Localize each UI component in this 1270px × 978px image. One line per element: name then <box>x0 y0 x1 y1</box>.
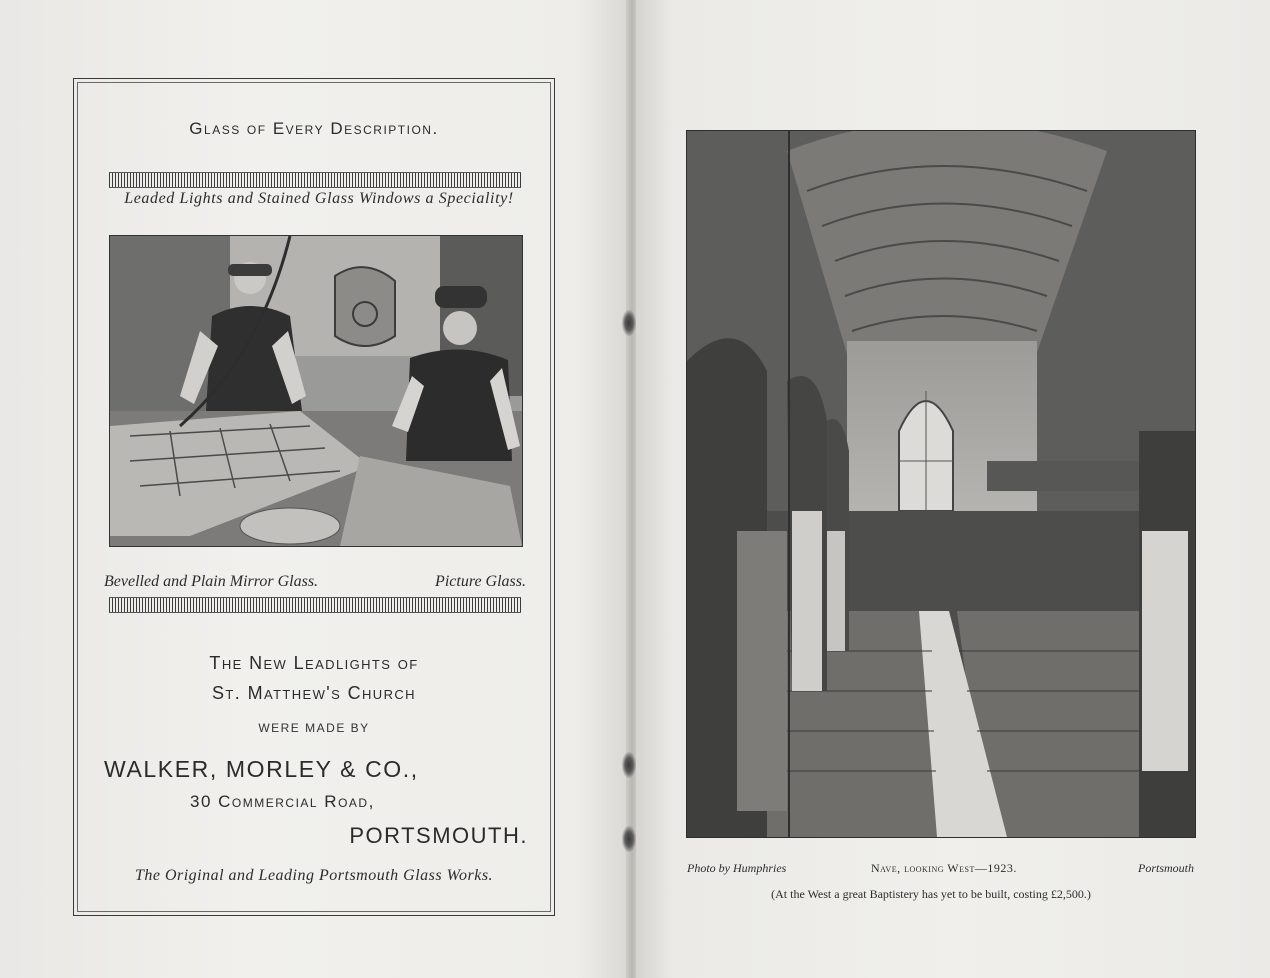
left-page <box>0 0 628 978</box>
church-nave-image <box>687 131 1195 837</box>
leadlights-line-1: The New Leadlights of <box>209 653 419 673</box>
staple-icon <box>622 826 636 852</box>
nave-photo <box>686 130 1196 838</box>
made-by-text: WERE MADE BY <box>258 721 370 735</box>
firm-name: WALKER, MORLEY & CO., <box>104 756 419 782</box>
advertisement-frame <box>73 78 555 916</box>
ad-heading: Glass of Every Description. <box>189 119 439 138</box>
photo-title: Nave, looking West—1923. <box>871 861 1017 875</box>
photo-credit: Photo by Humphries <box>687 861 787 875</box>
ornamental-rule-top <box>109 172 521 188</box>
ornamental-rule-bottom <box>109 597 521 613</box>
photo-place: Portsmouth <box>1137 861 1194 875</box>
ad-footer-slogan: The Original and Leading Portsmouth Glass Works. <box>134 867 494 884</box>
ad-caption-mirror-glass: Bevelled and Plain Mirror Glass. <box>104 573 319 590</box>
leadlights-line-2: St. Matthew's Church <box>212 683 416 703</box>
staple-icon <box>622 752 636 778</box>
staple-icon <box>622 310 636 336</box>
glaziers-at-work-image <box>110 236 522 546</box>
firm-street-address: 30 Commercial Road, <box>190 792 375 811</box>
workshop-photo <box>109 235 523 547</box>
photo-note: (At the West a great Baptistery has yet to be built, costing £2,500.) <box>771 887 1091 901</box>
ad-caption-picture-glass: Picture Glass. <box>435 573 526 590</box>
ad-tagline: Leaded Lights and Stained Glass Windows a Speciality! <box>124 190 514 207</box>
firm-city: PORTSMOUTH. <box>349 823 528 848</box>
